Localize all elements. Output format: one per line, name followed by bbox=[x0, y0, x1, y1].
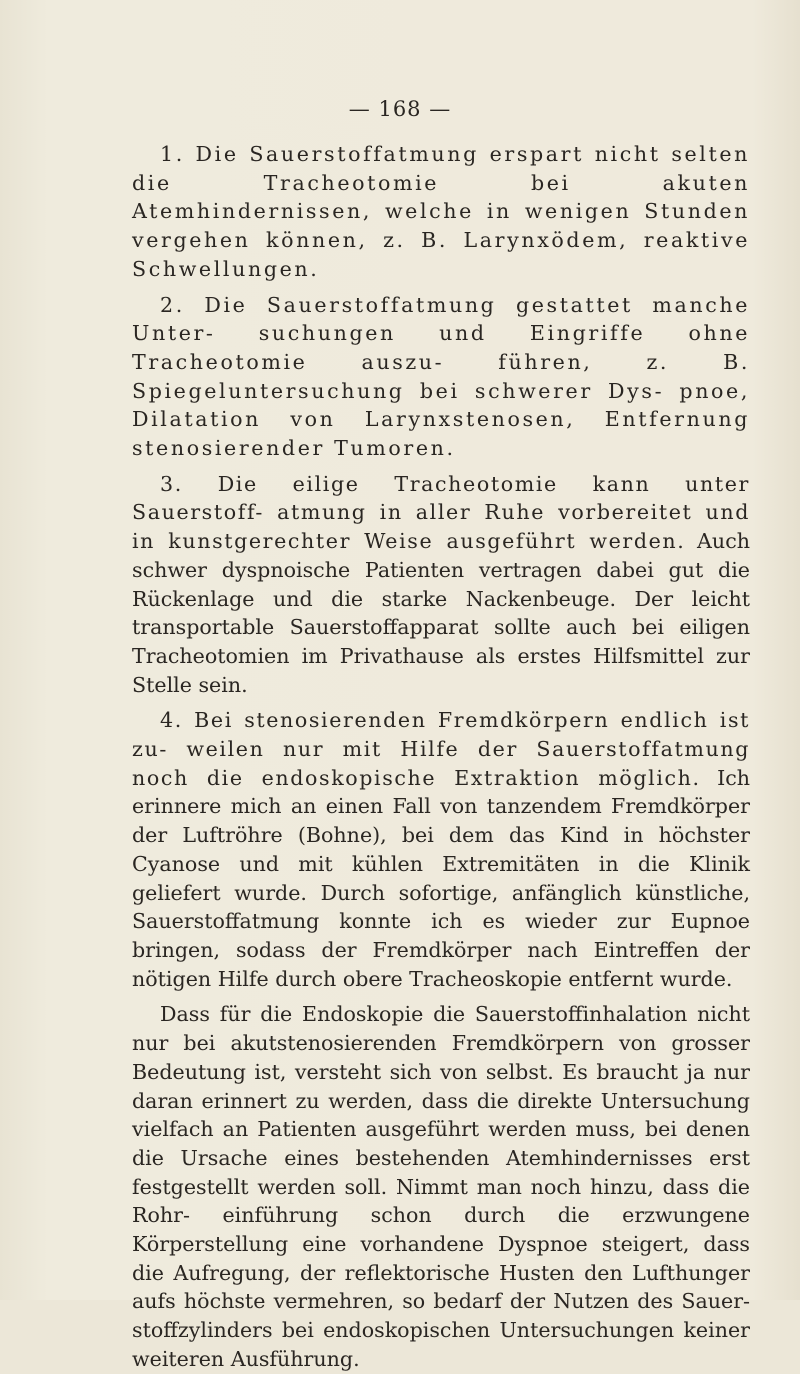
page-number: — 168 — bbox=[348, 97, 452, 121]
paragraph-5-text: Dass für die Endoskopie die Sauerstoffinhalation nicht nur bei akutstenosierenden Fremdkörpern von grosser Bedeutung ist, versteht sich von selbst. Es braucht ja nur daran erinnert zu werden, dass die direkte Untersuchung vielfach an Patienten ausgeführt werden muss, bei denen die Ursache eines bestehenden Atemhindernisses erst festgestellt werden soll. Nimmt man noch hinzu, dass die Rohr- einführung schon durch die erzwungene Körperstellung eine vorhandene Dyspnoe steigert, dass die Aufregung, der reflektorische Husten den Lufthunger aufs höchste vermehren, so bedarf der Nutzen des Sauer- stoffzylinders bei endoskopischen Untersuchungen keiner weiteren Ausführung. bbox=[132, 1002, 750, 1371]
paragraph-4-text: Ich erinnere mich an einen Fall von tanzendem Fremdkörper der Luftröhre (Bohne), bei dem das Kind in höchster Cyanose und mit kühlen Extremitäten in die Klinik geliefert wurde. Durch sofortige, anfänglich künstliche, Sauerstoffatmung konnte ich es wieder zur Eupnoe bringen, sodass der Fremdkörper nach Eintreffen der nötigen Hilfe durch obere Tracheoskopie entfernt wurde. bbox=[132, 765, 750, 991]
paragraph-2-emphasized: 2. Die Sauerstoffatmung gestattet manche Unter- suchungen und Eingriffe ohne Tracheotomie auszu- führen, z. B. Spiegeluntersuchung bei schwerer Dys- pnoe, Dilatation von Larynxstenosen, Entfernung stenosierender Tumoren. bbox=[132, 292, 750, 461]
paragraph-1 bbox=[132, 140, 750, 284]
paragraph-3 bbox=[132, 470, 750, 700]
paragraph-4-emphasized: 4. Bei stenosierenden Fremdkörpern endlich ist zu- weilen nur mit Hilfe der Sauerstoffatmung noch die endoskopische Extraktion möglich. bbox=[132, 708, 750, 790]
paragraph-3-emphasized: 3. Die eilige Tracheotomie kann unter Sauerstoff- atmung in aller Ruhe vorbereitet und in kunstgerechter Weise ausgeführt werden. bbox=[132, 471, 750, 554]
paragraph-5 bbox=[132, 1000, 750, 1373]
body-text bbox=[132, 140, 750, 1374]
paragraph-2 bbox=[132, 291, 750, 463]
paragraph-3-text: Auch schwer dyspnoische Patienten vertragen dabei gut die Rückenlage und die starke Nackenbeuge. Der leicht transportable Sauerstoffapparat sollte auch bei eiligen Tracheotomien im Privathause als erstes Hilfsmittel zur Stelle sein. bbox=[132, 529, 750, 697]
paragraph-1-emphasized: 1. Die Sauerstoffatmung erspart nicht selten die Tracheotomie bei akuten Atemhindernissen, welche in wenigen Stunden vergehen können, z. B. Larynxödem, reaktive Schwellungen. bbox=[132, 142, 750, 281]
paragraph-4 bbox=[132, 706, 750, 993]
